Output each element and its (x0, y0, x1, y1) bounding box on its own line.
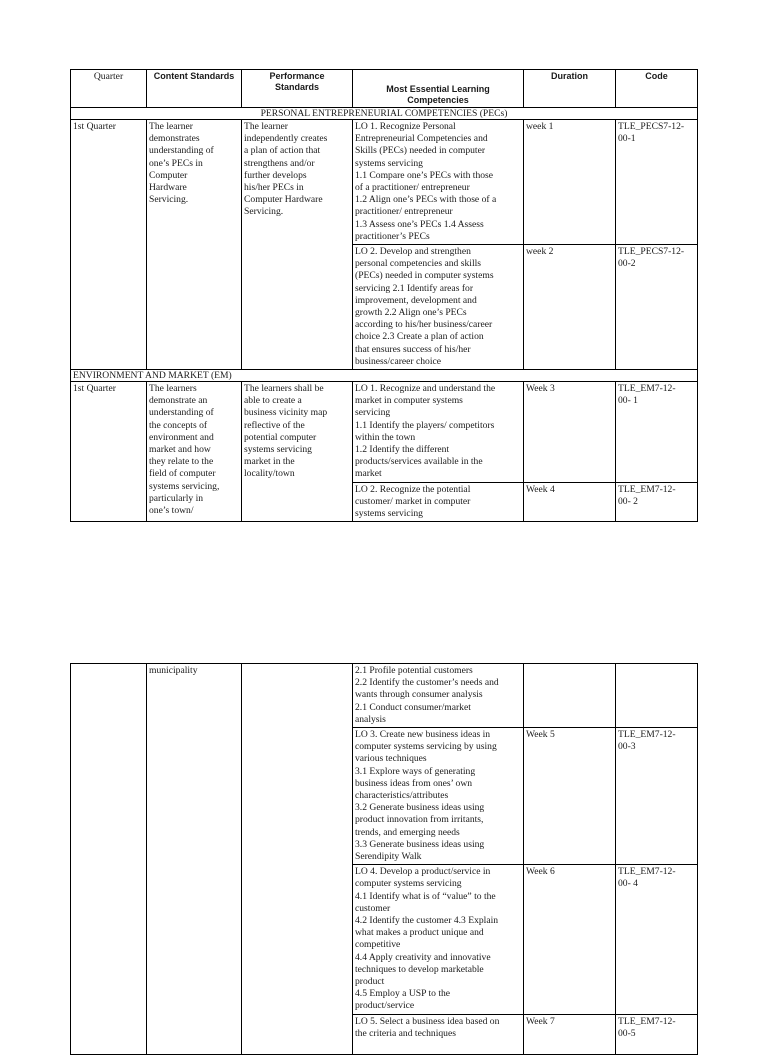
em-quarter: 1st Quarter (71, 382, 147, 522)
page2-content-standard: municipality (147, 664, 242, 1055)
page2-melc-lo4: LO 4. Develop a product/service in computer systems servicing 4.1 Identify what is of “value” to the customer 4.2 Identify the customer 4.3 Explain what makes a product unique and competitive 4.4 Apply creativity and innovative techniques to develop marketable product 4.5 Employ a USP to the product/service (353, 865, 524, 1014)
em-content-standard: The learners demonstrate an understanding of the concepts of environment and market and how they relate to the field of computer systems servicing, particularly in one’s town/ (147, 382, 242, 522)
curriculum-table-page1 (70, 69, 698, 522)
header-code: Code (616, 70, 698, 108)
page2-performance-standard (242, 664, 353, 1055)
em-performance-standard: The learners shall be able to create a business vicinity map reflective of the potential computer systems servicing market in the locality/town (242, 382, 353, 522)
em-duration-lo1: Week 3 (524, 382, 616, 483)
header-content-standards: Content Standards (147, 70, 242, 108)
page2-code-lo3: TLE_EM7-12- 00-3 (616, 728, 698, 865)
page2-melc-cont: 2.1 Profile potential customers 2.2 Identify the customer’s needs and wants through consumer analysis 2.1 Conduct consumer/market analysis (353, 664, 524, 728)
em-code-lo1: TLE_EM7-12- 00- 1 (616, 382, 698, 483)
pecs-duration-lo1: week 1 (524, 120, 616, 245)
pecs-content-standard: The learner demonstrates understanding of one’s PECs in Computer Hardware Servicing. (147, 120, 242, 370)
page2-duration-lo5: Week 7 (524, 1014, 616, 1054)
page2-quarter (71, 664, 147, 1055)
page2-melc-lo3: LO 3. Create new business ideas in computer systems servicing by using various techniques 3.1 Explore ways of generating business ideas from ones’ own characteristics/attributes 3.2 Generate business ideas using product innovation from irritants, trends, and emerging needs 3.3 Generate business ideas using Serendipity Walk (353, 728, 524, 865)
pecs-code-lo1: TLE_PECS7-12- 00-1 (616, 120, 698, 245)
em-duration-lo2: Week 4 (524, 482, 616, 522)
em-code-lo2: TLE_EM7-12- 00- 2 (616, 482, 698, 522)
section-title-pecs: PERSONAL ENTREPRENEURIAL COMPETENCIES (PECs) (71, 108, 698, 120)
page2-duration-lo4: Week 6 (524, 865, 616, 1014)
header-quarter: Quarter (71, 70, 147, 108)
section-title-em: ENVIRONMENT AND MARKET (EM) (71, 370, 698, 382)
page2-duration-lo3: Week 5 (524, 728, 616, 865)
em-melc-lo1: LO 1. Recognize and understand the market in computer systems servicing 1.1 Identify the players/ competitors within the town 1.2 Identify the different products/services available in the market (353, 382, 524, 483)
page2-melc-lo5: LO 5. Select a business idea based on the criteria and techniques (353, 1014, 524, 1054)
header-performance-standards: Performance Standards (242, 70, 353, 108)
page2-duration-cont (524, 664, 616, 728)
curriculum-table-page2 (70, 663, 698, 1055)
em-melc-lo2: LO 2. Recognize the potential customer/ market in computer systems servicing (353, 482, 524, 522)
page2-code-cont (616, 664, 698, 728)
pecs-performance-standard: The learner independently creates a plan of action that strengthens and/or further develops his/her PECs in Computer Hardware Servicing. (242, 120, 353, 370)
header-duration: Duration (524, 70, 616, 108)
pecs-quarter: 1st Quarter (71, 120, 147, 370)
pecs-melc-lo2: LO 2. Develop and strengthen personal competencies and skills (PECs) needed in computer systems servicing 2.1 Identify areas for improvement, development and growth 2.2 Align one’s PECs according to his/her business/career choice 2.3 Create a plan of action that ensures success of his/her business/career choice (353, 245, 524, 370)
header-melc: Most Essential Learning Competencies (353, 70, 524, 108)
page2-code-lo4: TLE_EM7-12- 00- 4 (616, 865, 698, 1014)
page2-code-lo5: TLE_EM7-12- 00-5 (616, 1014, 698, 1054)
pecs-duration-lo2: week 2 (524, 245, 616, 370)
pecs-melc-lo1: LO 1. Recognize Personal Entrepreneurial Competencies and Skills (PECs) needed in computer systems servicing 1.1 Compare one’s PECs with those of a practitioner/ entrepreneur 1.2 Align one’s PECs with those of a practitioner/ entrepreneur 1.3 Assess one’s PECs 1.4 Assess practitioner’s PECs (353, 120, 524, 245)
pecs-code-lo2: TLE_PECS7-12- 00-2 (616, 245, 698, 370)
